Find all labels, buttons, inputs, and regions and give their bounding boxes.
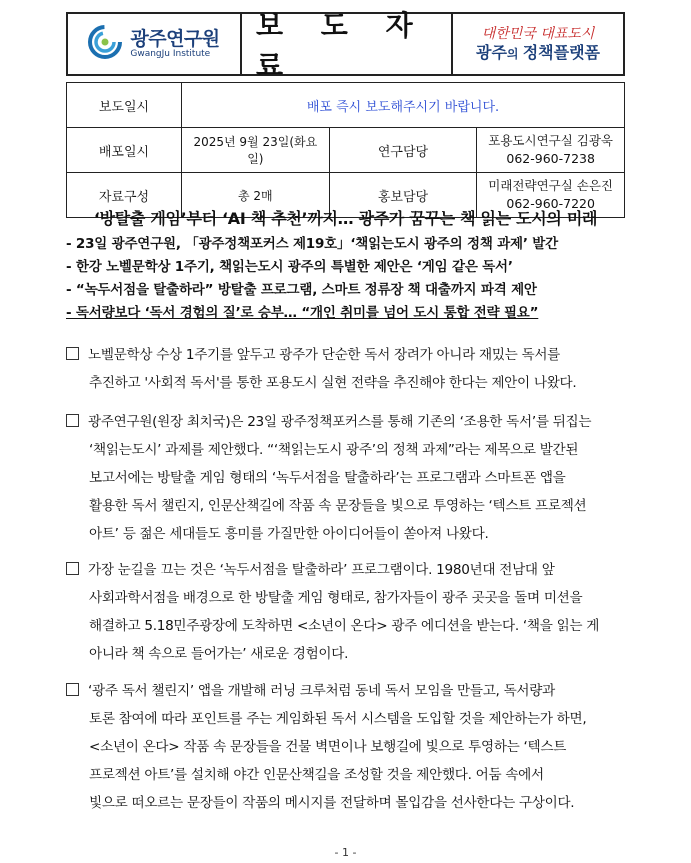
report-date-value: 배포 즉시 보도해주시기 바랍니다. bbox=[182, 83, 625, 128]
body-paragraph-2 bbox=[66, 408, 626, 548]
pr-phone: 062-960-7220 bbox=[506, 196, 595, 211]
slogan-city: 광주 bbox=[476, 42, 507, 62]
report-date-label: 보도일시 bbox=[67, 83, 182, 128]
distribution-date-value: 2025년 9월 23일(화요일) bbox=[182, 128, 330, 173]
paragraph-line: ‘광주 독서 챌린지’ 앱을 개발해 러닝 크루처럼 동네 독서 모임을 만들고, 독서량과 bbox=[66, 677, 626, 705]
slogan bbox=[451, 14, 623, 74]
research-name: 포용도시연구실 김광욱 bbox=[488, 132, 614, 148]
subheads bbox=[66, 233, 625, 325]
pr-label: 홍보담당 bbox=[329, 173, 477, 218]
slogan-main bbox=[476, 43, 600, 62]
logo-english: GwangJu Institute bbox=[130, 48, 211, 59]
logo-name: 광주연구원 bbox=[130, 27, 220, 50]
research-label: 연구담당 bbox=[329, 128, 477, 173]
swirl-logo-icon bbox=[88, 25, 122, 63]
paragraph-line: 아트’ 등 젊은 세대들도 흥미를 가질만한 아이디어들이 쏟아져 나왔다. bbox=[89, 526, 489, 542]
paragraph-line: 빛으로 떠오르는 문장들이 작품의 메시지를 전달하며 몰입감을 선사한다는 구상이다. bbox=[89, 795, 575, 811]
page-number: - 1 - bbox=[334, 846, 357, 859]
body-paragraph-1 bbox=[66, 341, 626, 397]
distribution-date-label: 배포일시 bbox=[67, 128, 182, 173]
slogan-top: 대한민국 대표도시 bbox=[481, 26, 595, 42]
paragraph-line: <소년이 온다> 작품 속 문장들을 건물 벽면이나 보행길에 빛으로 투영하는 ‘텍스트 bbox=[89, 739, 567, 755]
press-release-header bbox=[66, 9, 625, 82]
research-phone: 062-960-7238 bbox=[506, 151, 595, 166]
paragraph-line: 프로젝션 아트’를 설치해 야간 인문산책길을 조성할 것을 제안했다. 어둠 속에서 bbox=[89, 767, 544, 783]
document-title: 보 도 자 료 bbox=[256, 9, 427, 82]
paragraph-line: ‘책읽는도시’ 과제를 제안했다. “‘책읽는도시 광주’의 정책 과제”라는 제목으로 발간된 bbox=[89, 442, 579, 458]
paragraph-line: 아니라 책 속으로 들어가는’ 새로운 경험이다. bbox=[89, 646, 349, 662]
subhead: - 독서량보다 ‘독서 경험의 질’로 승부… “개인 취미를 넘어 도시 통합 전략 필요” bbox=[66, 305, 539, 321]
research-contact bbox=[477, 128, 625, 173]
pr-name: 미래전략연구실 손은진 bbox=[488, 177, 614, 193]
body-paragraph-4 bbox=[66, 677, 626, 817]
paragraph-line: 보고서에는 방탈출 게임 형태의 ‘녹두서점을 탈출하라’는 프로그램과 스마트폰 앱을 bbox=[89, 470, 566, 486]
subhead: - “녹두서점을 탈출하라” 방탈출 프로그램, 스마트 정류장 책 대출까지 파격 제안 bbox=[66, 282, 537, 298]
composition-value: 총 2매 bbox=[182, 173, 330, 218]
paragraph-line: 노벨문학상 수상 1주기를 앞두고 광주가 단순한 독서 장려가 아니라 재밌는 독서를 bbox=[66, 341, 626, 369]
checkbox-bullet-icon bbox=[66, 562, 79, 575]
institute-logo bbox=[68, 14, 242, 74]
checkbox-bullet-icon bbox=[66, 347, 79, 360]
composition-label: 자료구성 bbox=[67, 173, 182, 218]
body-paragraph-3 bbox=[66, 556, 626, 668]
paragraph-line: 해결하고 5.18민주광장에 도착하면 <소년이 온다> 광주 에디션을 받는다. ‘책을 읽는 게 bbox=[89, 618, 600, 634]
paragraph-line: 활용한 독서 챌린지, 인문산책길에 작품 속 문장들을 빛으로 투영하는 ‘텍스트 프로젝션 bbox=[89, 498, 587, 514]
checkbox-bullet-icon bbox=[66, 414, 79, 427]
paragraph-line: 광주연구원(원장 최치국)은 23일 광주정책포커스를 통해 기존의 ‘조용한 독서’를 뒤집는 bbox=[66, 408, 626, 436]
checkbox-bullet-icon bbox=[66, 683, 79, 696]
subhead: - 한강 노벨문학상 1주기, 책읽는도시 광주의 특별한 제안은 ‘게임 같은 독서’ bbox=[66, 259, 513, 275]
headline: ‘방탈출 게임’부터 ‘AI 책 추천’까지… 광주가 꿈꾸는 책 읽는 도시의 미래 bbox=[93, 209, 598, 228]
paragraph-line: 사회과학서점을 배경으로 한 방탈출 게임 형태로, 참가자들이 광주 곳곳을 돌며 미션을 bbox=[89, 590, 583, 606]
slogan-of: 의 bbox=[506, 46, 523, 61]
slogan-platform: 정책플랫폼 bbox=[522, 42, 600, 62]
paragraph-line: 추진하고 '사회적 독서'를 통한 포용도시 실현 전략을 추진해야 한다는 제안이 나왔다. bbox=[89, 375, 577, 391]
subhead: - 23일 광주연구원, 「광주정책포커스 제19호」‘책읽는도시 광주의 정책 과제’ 발간 bbox=[66, 236, 558, 252]
release-info-table bbox=[66, 82, 625, 218]
paragraph-line: 가장 눈길을 끄는 것은 ‘녹두서점을 탈출하라’ 프로그램이다. 1980년대 전남대 앞 bbox=[66, 556, 626, 584]
paragraph-line: 토론 참여에 따라 포인트를 주는 게임화된 독서 시스템을 도입할 것을 제안하는가 하면, bbox=[89, 711, 587, 727]
